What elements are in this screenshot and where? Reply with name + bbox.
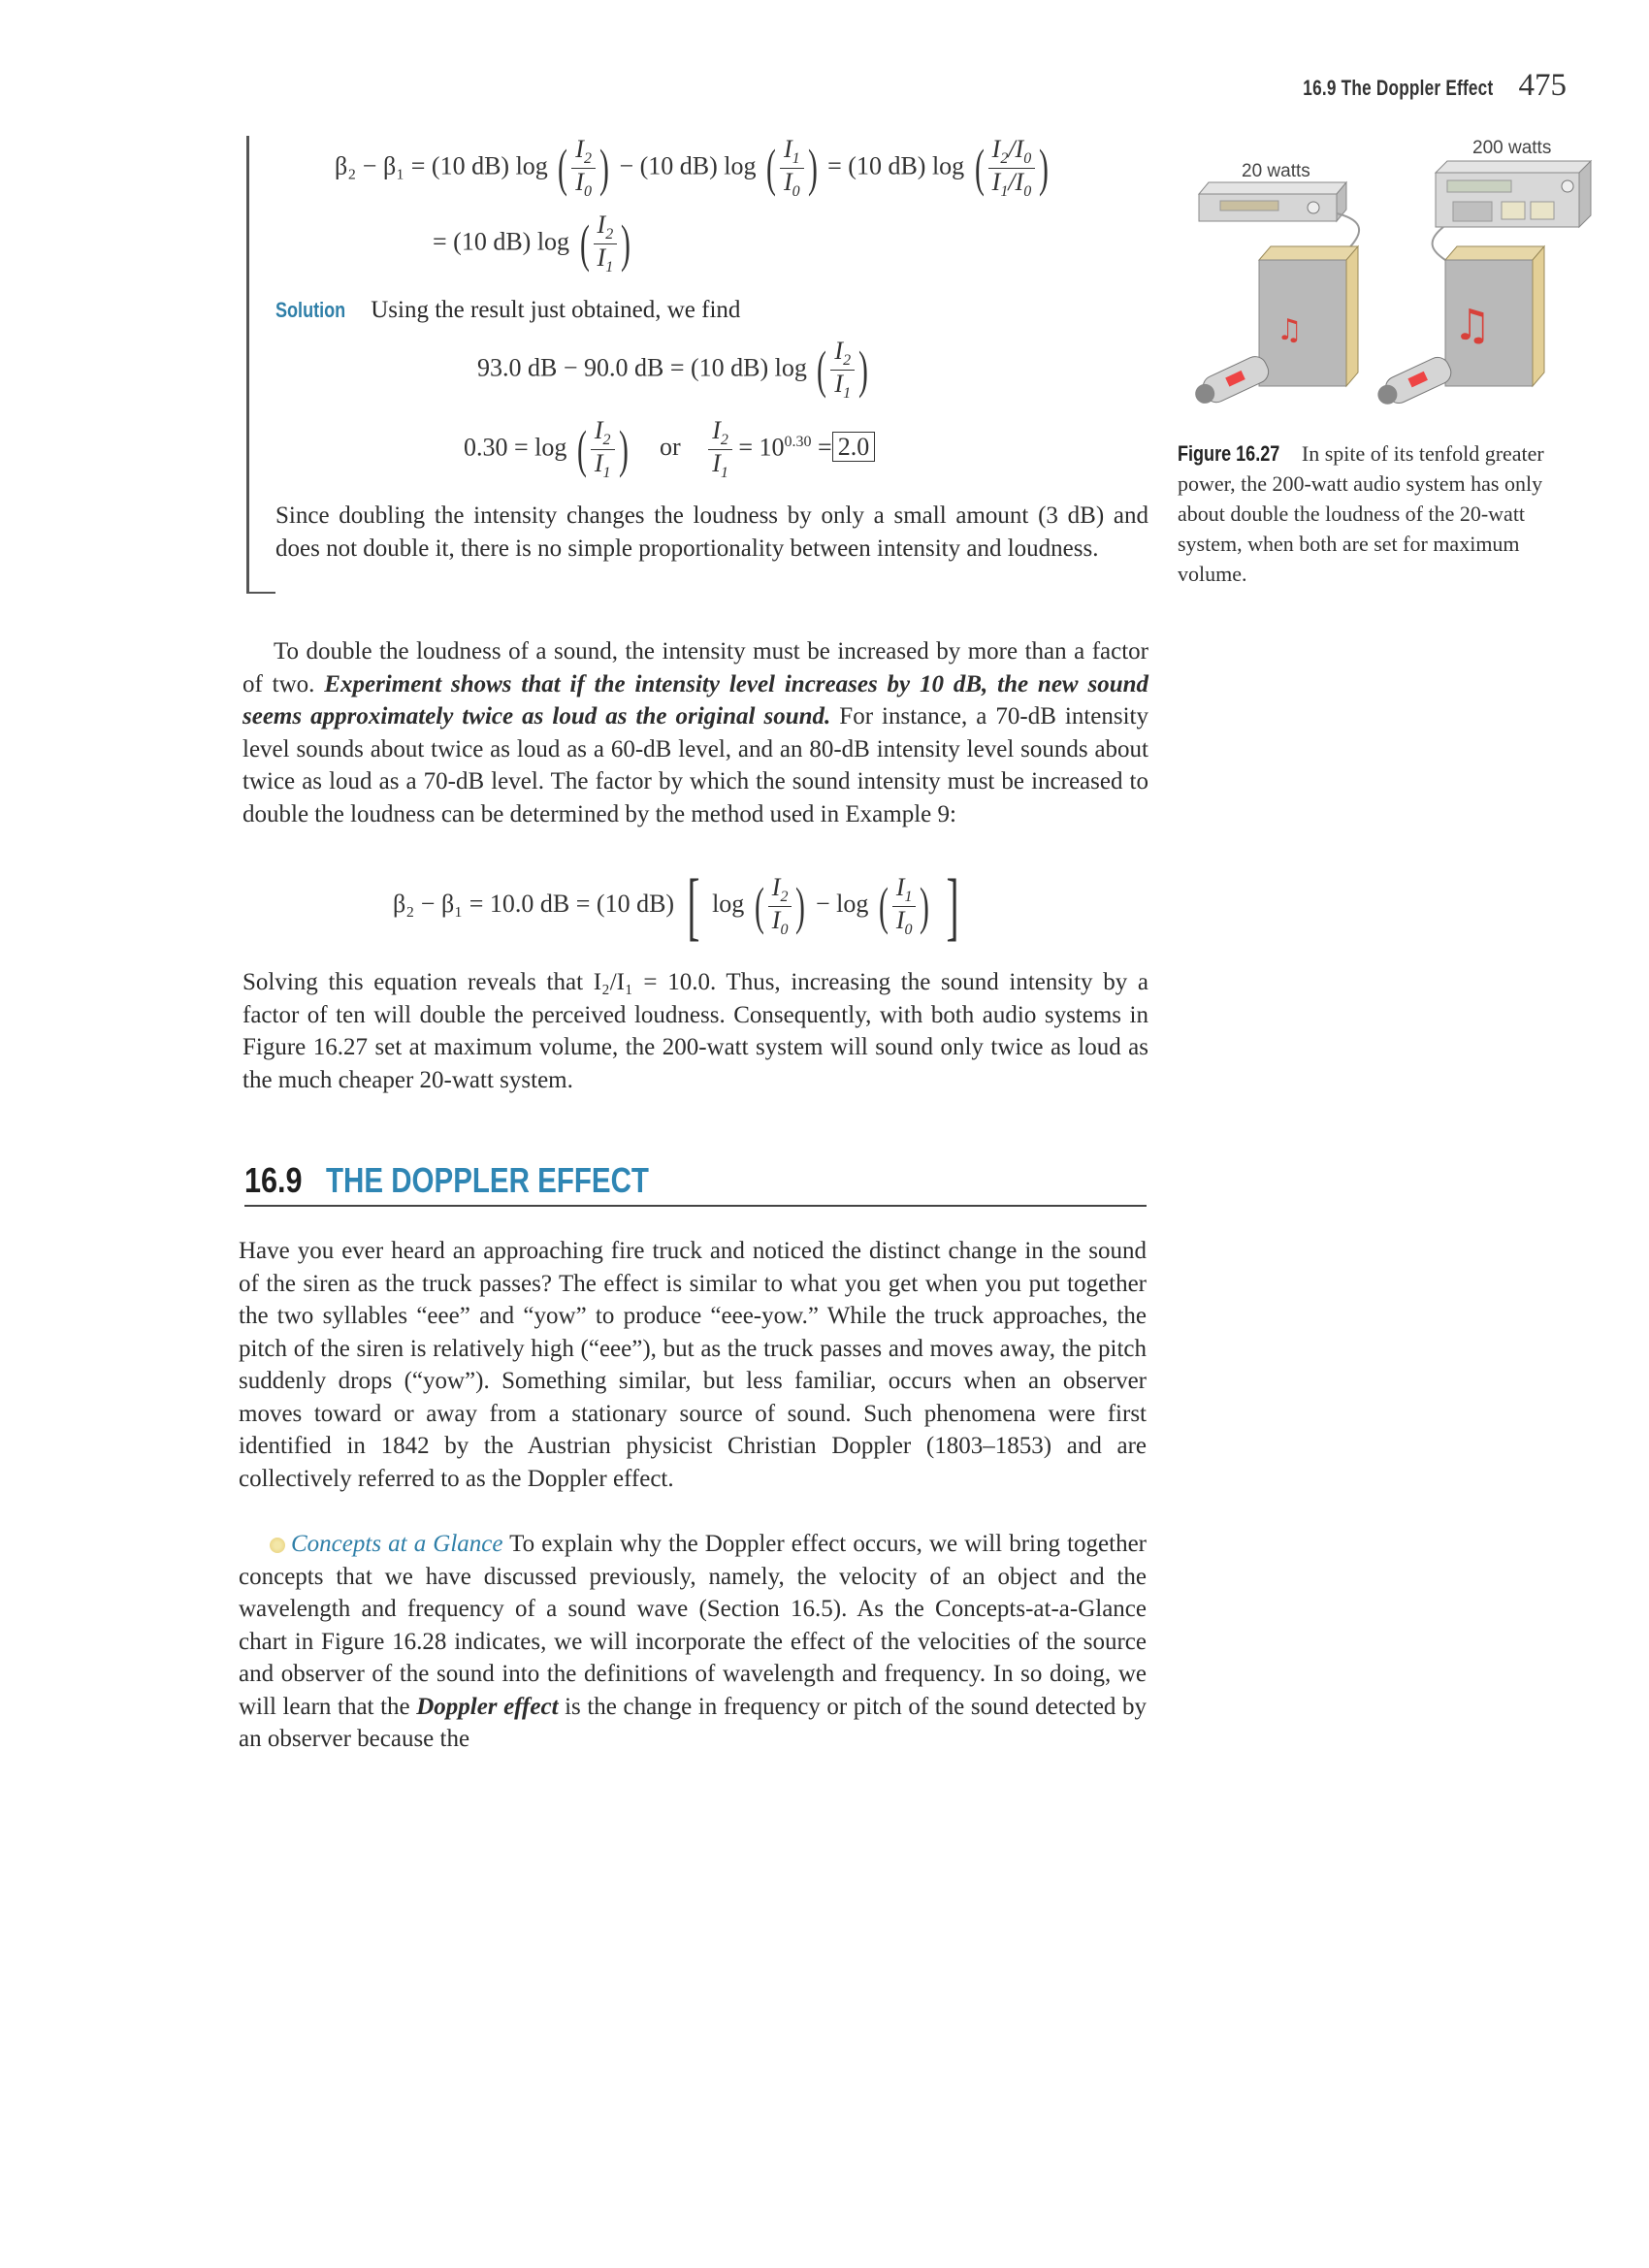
section-number: 16.9 <box>244 1160 303 1200</box>
example-conclusion: Since doubling the intensity changes the loudness by only a small amount (3 dB) and does not double it, there is no simple proportionality between intensity and loudness. <box>275 502 1148 562</box>
concepts-glance-icon <box>270 1538 285 1553</box>
doppler-effect-term: Doppler effect <box>416 1693 559 1720</box>
example-sidebar-rule <box>246 136 249 594</box>
solution-intro: Using the result just obtained, we find <box>371 297 741 323</box>
result-box: 2.0 <box>832 432 876 462</box>
speaker-right <box>1445 246 1544 386</box>
svg-text:♫: ♫ <box>1453 301 1492 350</box>
example-sidebar-foot <box>246 592 275 594</box>
label-20-watts: 20 watts <box>1242 161 1310 181</box>
running-header <box>1249 68 1567 104</box>
body-paragraph-1: To double the loudness of a sound, the intensity must be increased by more than a factor of two. Experiment shows that if the intensity level increases by 10 dB, the new sound seems approximately twice as loud as the original sound. For instance, a 70-dB intensity level sounds about twice as loud as a 60-dB level, and an 80-dB intensity level sounds about twice as loud as a 70-dB level. The factor by which the sound intensity must be increased to double the loudness can be determined by the method used in Example 9: <box>242 638 1149 827</box>
caption-label: Figure 16.27 <box>1178 441 1280 466</box>
equation-1: β₂ − β₁ = (10 dB) log ( $\frac{I_2}{I_0}$ ) − (10 dB) log ( $\frac{I_1}{I_0}$ ) = (10 dB) log ( $\frac{I_2/I_0}{I_1/I_0}$ ) <box>335 135 1050 201</box>
emphasized-statement: Experiment shows that if the intensity level increases by 10 dB, the new sound seems approximately twice as loud as the original sound. <box>242 670 1148 729</box>
body-paragraph-2: Solving this equation reveals that I₂/I₁ = 10.0. Thus, increasing the sound intensity by a factor of ten will double the perceived loudness. Consequently, with both audio systems in Figure 16.27 set at maximum volume, the 200-watt system will sound only twice as loud as the much cheaper 20-watt system. <box>242 969 1148 1093</box>
svg-text:♫: ♫ <box>1277 313 1303 347</box>
concepts-at-a-glance-label: Concepts at a Glance <box>291 1531 503 1557</box>
receiver-20-watt <box>1199 182 1346 221</box>
equation-3: 93.0 dB − 90.0 dB = (10 dB) log ( $\frac{I_2}{I_1}$ ) <box>477 337 869 403</box>
sound-meter-left <box>1191 353 1273 410</box>
figure-16-27 <box>1191 136 1599 427</box>
solution-line <box>275 297 740 324</box>
section-heading <box>244 1154 1147 1207</box>
speaker-left <box>1259 246 1358 386</box>
receiver-200-watt <box>1436 161 1591 227</box>
section-paragraph-2: Concepts at a Glance To explain why the Doppler effect occurs, we will bring together concepts that we have discussed previously, namely, the velocity of an object and the wavelength and frequency of a sound wave (Section 16.5). As the Concepts-at-a-Glance chart in Figure 16.28 indicates, we will incorporate the effect of the velocities of the source and observer of the sound into the definitions of wavelength and frequency. In so doing, we will learn that the Doppler effect is the change in frequency or pitch of the sound detected by an observer because the <box>239 1531 1148 1752</box>
solution-label: Solution <box>275 298 346 322</box>
figure-caption <box>1178 438 1566 589</box>
equation-2: = (10 dB) log ( $\frac{I_2}{I_1}$ ) <box>433 211 631 276</box>
caption-text: In spite of its tenfold greater power, the 200-watt audio system has only about double the loudness of the 20-watt system, when both are set for maximum volume. <box>1178 441 1544 586</box>
sound-meter-right <box>1373 354 1454 411</box>
label-200-watts: 200 watts <box>1472 138 1552 158</box>
header-section-title: 16.9 The Doppler Effect <box>1303 76 1494 100</box>
equation-5: β₂ − β₁ = 10.0 dB = (10 dB) [ log ( $\frac{I_2}{I_0}$ ) − log ( $\frac{I_1}{I_0}$ ) ] <box>393 863 959 948</box>
equation-4: 0.30 = log ( $\frac{I_2}{I_1}$ ) or $\frac{I_2}{I_1}$ = $10^{0.30} = 2.0$ <box>464 417 875 482</box>
section-title: THE DOPPLER EFFECT <box>326 1160 650 1200</box>
section-paragraph-1: Have you ever heard an approaching fire truck and noticed the distinct change in the sound of the siren as the truck passes? The effect is similar to what you get when you put together the two syllables “eee” and “yow” to produce “eee-yow.” While the truck approaches, the pitch of the siren is relatively high (“eee”), but as the truck passes and moves away, the pitch suddenly drops (“yow”). Something similar, but less familiar, occurs when an observer moves toward or away from a stationary source of sound. Such phenomena were first identified in 1842 by the Austrian physicist Christian Doppler (1803–1853) and are collectively referred to as the Doppler effect. <box>239 1238 1147 1492</box>
page-number: 475 <box>1518 68 1567 103</box>
